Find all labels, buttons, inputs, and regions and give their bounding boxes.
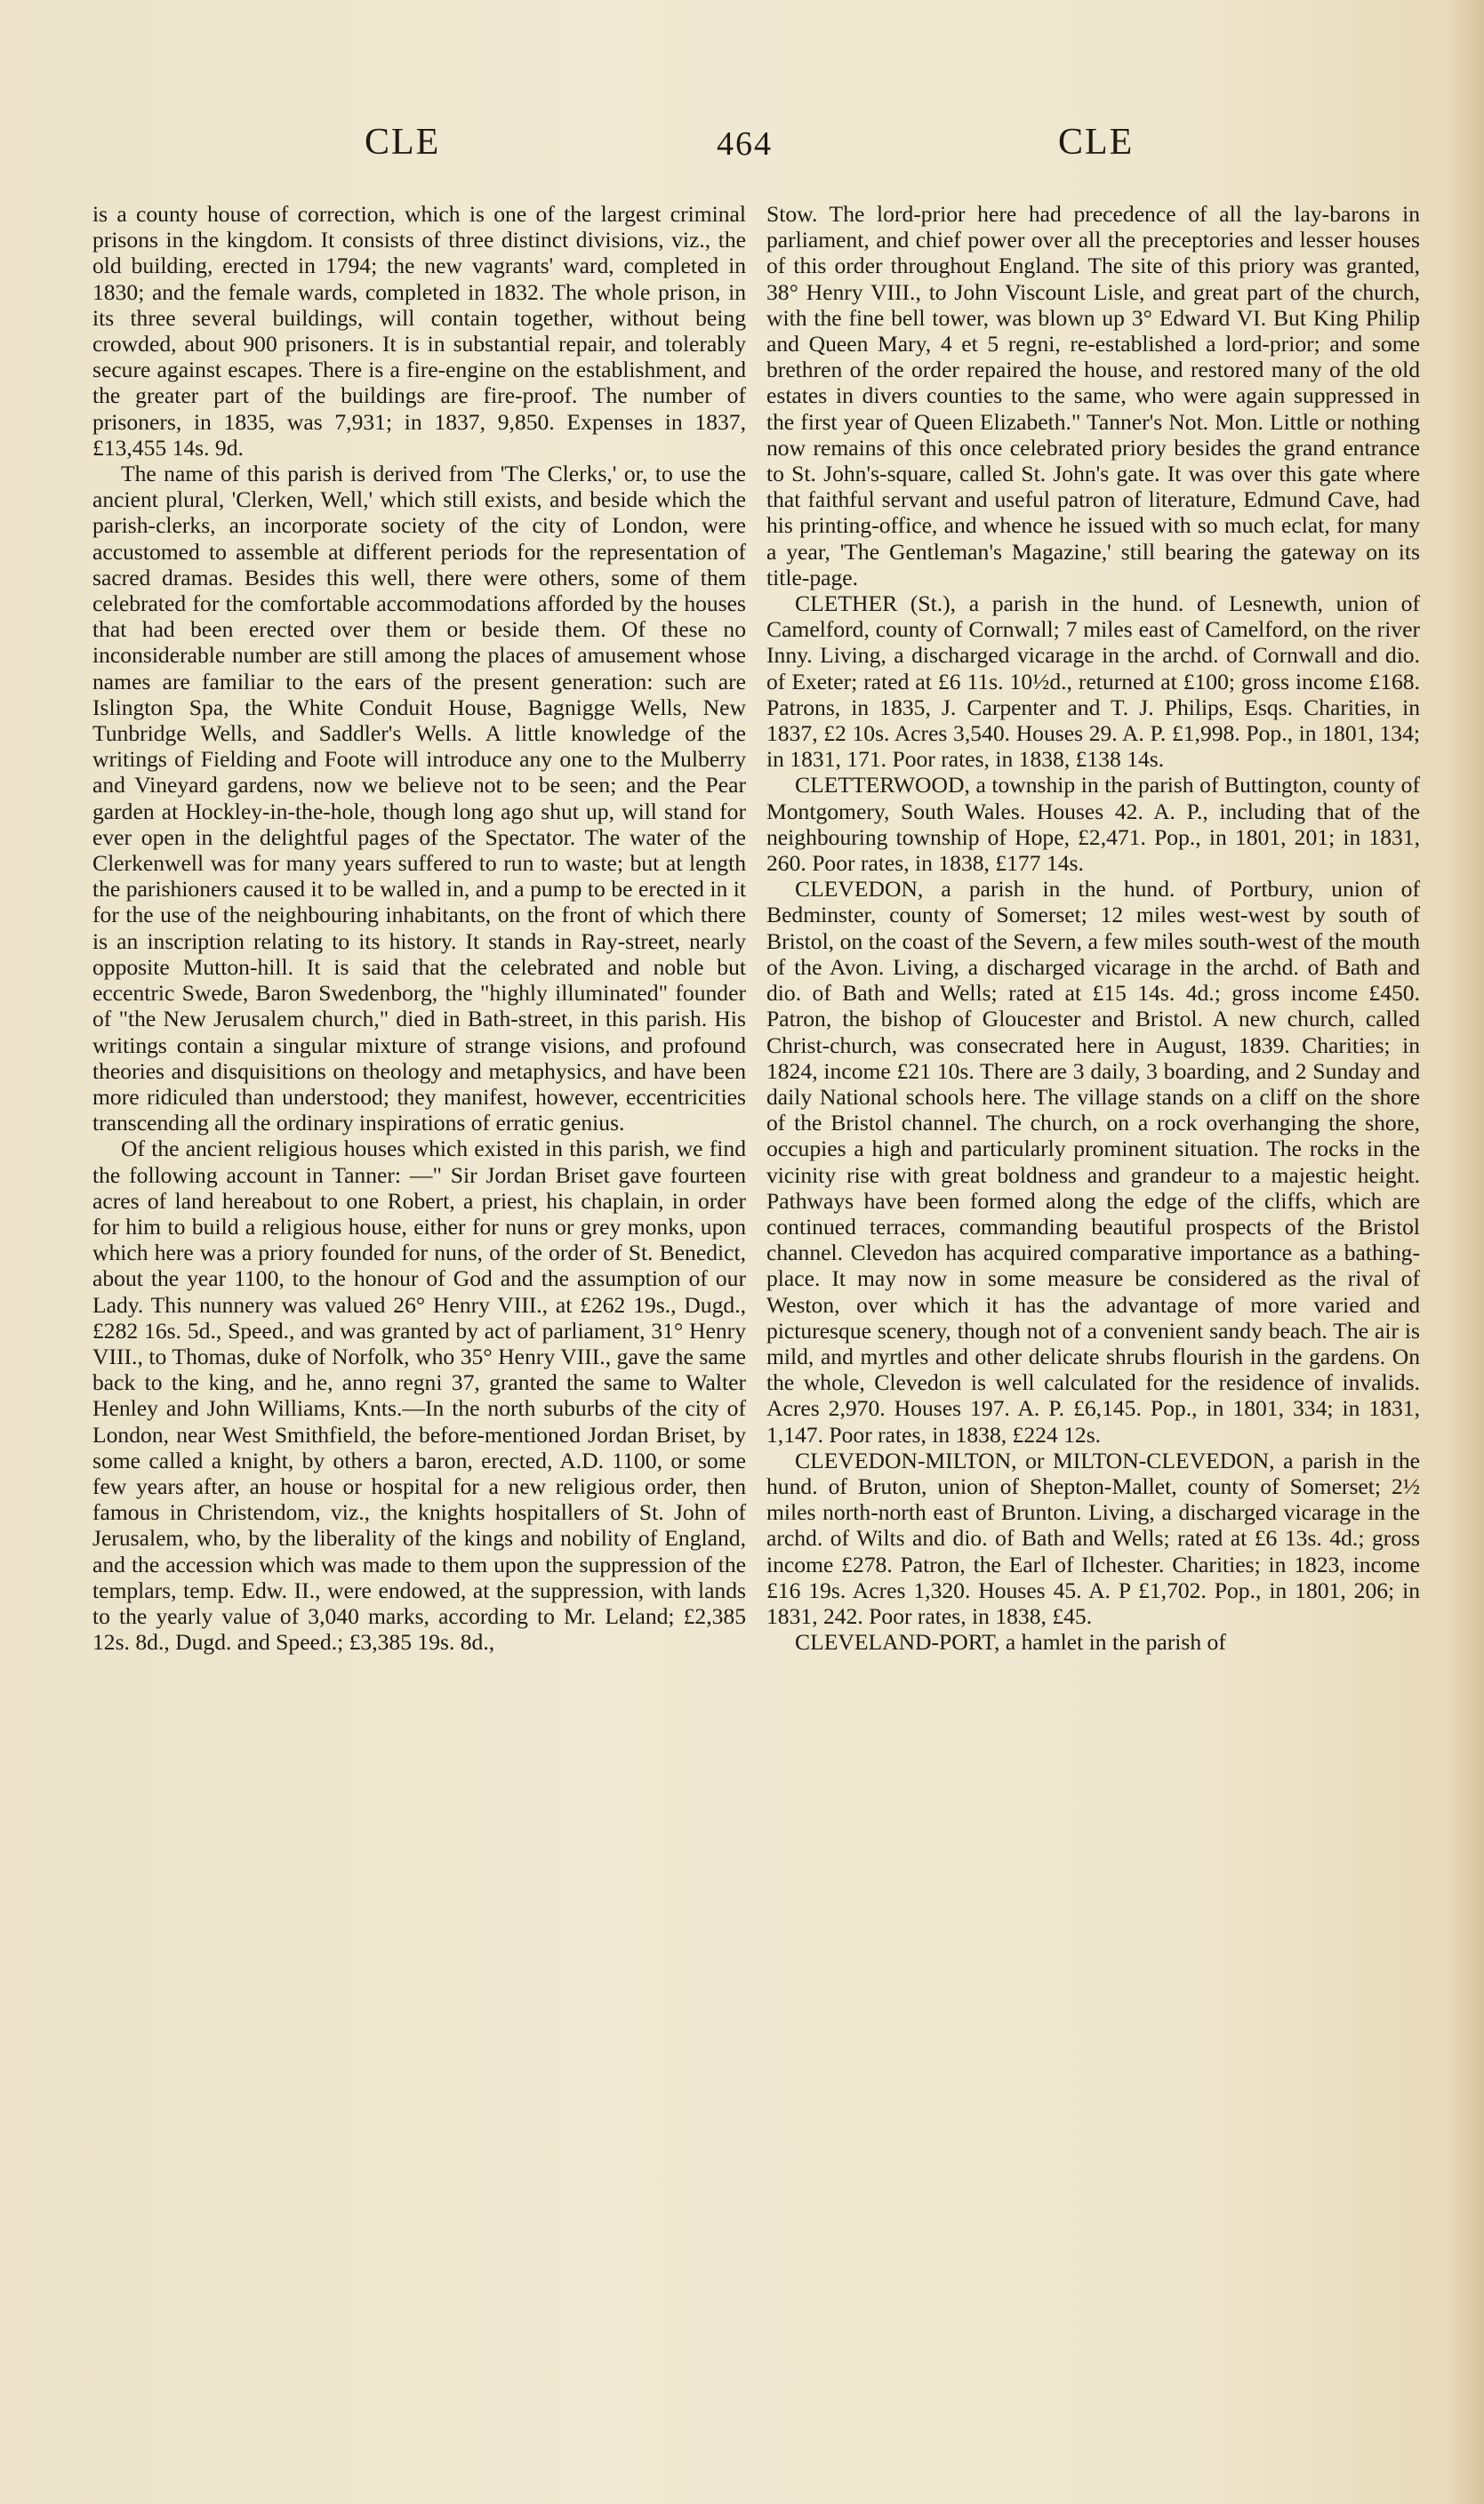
right-column — [766, 201, 1420, 1655]
entry-cletterwood: CLETTERWOOD, a township in the parish of Buttington, county of Montgomery, South Wales. Houses 42. A. P., including that of the neighbouring township of Hope, £2,471. Pop., in 1801, 201; in 1831, 260. Poor rates, in 1838, £177 14s. — [766, 772, 1420, 877]
entry-clether: CLETHER (St.), a parish in the hund. of Lesnewth, union of Camelford, county of Cornwall; 7 miles east of Camelford, on the river Inny. Living, a discharged vicarage in the archd. of Cornwall and dio. of Exeter; rated at £6 11s. 10½d., returned at £100; gross income £168. Patrons, in 1835, J. Carpenter and T. J. Philips, Esqs. Charities, in 1837, £2 10s. Acres 3,540. Houses 29. A. P. £1,998. Pop., in 1801, 134; in 1831, 171. Poor rates, in 1838, £138 14s. — [766, 590, 1420, 773]
running-header — [0, 121, 1484, 174]
paragraph-parish-name: The name of this parish is derived from 'The Clerks,' or, to use the ancient plural, 'Clerken, Well,' which still exists, and beside which the parish-clerks, an incorporate society of the city of London, were accustomed to assemble at different periods for the representation of sacred dramas. Besides this well, there were others, some of them celebrated for the comfortable accommodations afforded by the houses that had been erected over them or beside them. Of these no inconsiderable number are still among the places of amusement whose names are familiar to the ears of the present generation: such are Islington Spa, the White Conduit House, Bagnigge Wells, New Tunbridge Wells, and Saddler's Wells. A little knowledge of the writings of Fielding and Foote will introduce any one to the Mulberry and Vineyard gardens, now we believe not to be seen; and the Pear garden at Hockley-in-the-hole, though long ago shut up, will stand for ever open in the delightful pages of the Spectator. The water of the Clerkenwell was for many years suffered to run to waste; but at length the parishioners caused it to be walled in, and a pump to be erected in it for the use of the neighbouring inhabitants, on the front of which there is an inscription relating to its history. It stands in Ray-street, nearly opposite Mutton-hill. It is said that the celebrated and noble but eccentric Swede, Baron Swedenborg, the "highly illuminated" founder of "the New Jerusalem church," died in Bath-street, in this parish. His writings contain a singular mixture of strange visions, and profound theories and disquisitions on theology and metaphysics, and have been more ridiculed than understood; they manifest, however, eccentricities transcending all the ordinary inspirations of erratic genius. — [92, 461, 746, 1136]
header-right-guide-word: CLE — [1058, 122, 1135, 163]
entry-cleveland-port: CLEVELAND-PORT, a hamlet in the parish of — [795, 1629, 1226, 1656]
left-column — [92, 201, 746, 1655]
entry-clevedon: CLEVEDON, a parish in the hund. of Portbury, union of Bedminster, county of Somerset; 12 miles west-west by south of Bristol, on the coast of the Severn, a few miles south-west of the mouth of the Avon. Living, a discharged vicarage in the archd. of Bath and dio. of Bath and Wells; rated at £15 14s. 4d.; gross income £450. Patron, the bishop of Gloucester and Bristol. A new church, called Christ-church, was consecrated here in August, 1839. Charities; in 1824, income £21 10s. There are 3 daily, 3 boarding, and 2 Sunday and daily National schools here. The village stands on a cliff on the shore of the Bristol channel. The church, on a rock overhanging the shore, occupies a high and particularly prominent situation. The rocks in the vicinity rise with great boldness and grandeur to a majestic height. Pathways have been formed along the edge of the cliffs, which are continued terraces, commanding beautiful prospects of the Bristol channel. Clevedon has acquired comparative importance as a bathing-place. It may now in some measure be considered as the rival of Weston, over which it has the advantage of more varied and picturesque scenery, though not of a convenient sandy beach. The air is mild, and myrtles and other delicate shrubs flourish in the gardens. On the whole, Clevedon is well calculated for the residence of invalids. Acres 2,970. Houses 197. A. P. £6,145. Pop., in 1801, 334; in 1831, 1,147. Poor rates, in 1838, £224 12s. — [766, 876, 1420, 1448]
paragraph-priory-continued: Stow. The lord-prior here had precedence of all the lay-barons in parliament, and chief power over all the preceptories and lesser houses of this order throughout England. The site of this priory was granted, 38° Henry VIII., to John Viscount Lisle, and great part of the church, with the fine bell tower, was blown up 3° Edward VI. But King Philip and Queen Mary, 4 et 5 regni, re-established a lord-prior; and some brethren of the order repaired the house, and restored many of the old estates in divers counties to the same, who were again suppressed in the first year of Queen Elizabeth." Tanner's Not. Mon. Little or nothing now remains of this once celebrated priory besides the grand entrance to St. John's-square, called St. John's gate. It was over this gate where that faithful servant and useful patron of literature, Edmund Cave, had his printing-office, and whence he issued with so much eclat, for many a year, 'The Gentleman's Magazine,' still bearing the gateway on its title-page. — [766, 201, 1420, 590]
entry-clevedon-milton: CLEVEDON-MILTON, or MILTON-CLEVEDON, a parish in the hund. of Bruton, union of Shepton-Mallet, county of Somerset; 2½ miles north-north east of Brunton. Living, a discharged vicarage in the archd. of Wilts and dio. of Bath and Wells; rated at £6 13s. 4d.; gross income £278. Patron, the Earl of Ilchester. Charities; in 1823, income £16 19s. Acres 1,320. Houses 45. A. P £1,702. Pop., in 1801, 206; in 1831, 242. Poor rates, in 1838, £45. — [766, 1447, 1420, 1629]
page-edge-shadow — [1448, 0, 1484, 2504]
header-left-guide-word: CLE — [365, 122, 441, 163]
paragraph-religious-houses: Of the ancient religious houses which existed in this parish, we find the following account in Tanner: —" Sir Jordan Briset gave fourteen acres of land hereabout to one Robert, a priest, his chaplain, in order for him to build a religious house, either for nuns or grey monks, upon which here was a priory founded for nuns, of the order of St. Benedict, about the year 1100, to the honour of God and the assumption of our Lady. This nunnery was valued 26° Henry VIII., at £262 19s., Dugd., £282 16s. 5d., Speed., and was granted by act of parliament, 31° Henry VIII., to Thomas, duke of Norfolk, who 35° Henry VIII., gave the same back to the king, and he, anno regni 37, granted the same to Walter Henley and John Williams, Knts.—In the north suburbs of the city of London, near West Smithfield, the before-mentioned Jordan Briset, by some called a knight, by others a baron, erected, A.D. 1100, or some few years after, an house or hospital for a new religious order, then famous in Christendom, viz., the knights hospitallers of St. John of Jerusalem, who, by the liberality of the kings and nobility of England, and the accession which was made to them upon the suppression of the templars, temp. Edw. II., were endowed, at the suppression, with lands to the yearly value of 3,040 marks, according to Mr. Leland; £2,385 12s. 8d., Dugd. and Speed.; £3,385 19s. 8d., — [92, 1136, 746, 1656]
paragraph-prison-continued: is a county house of correction, which is one of the largest criminal prisons in the kingdom. It consists of three distinct divisions, viz., the old building, erected in 1794; the new vagrants' ward, completed in 1830; and the female wards, completed in 1832. The whole prison, in its three several buildings, will contain together, without being crowded, about 900 prisoners. It is in substantial repair, and tolerably secure against escapes. There is a fire-engine on the establishment, and the greater part of the buildings are fire-proof. The number of prisoners, in 1835, was 7,931; in 1837, 9,850. Expenses in 1837, £13,455 14s. 9d. — [92, 201, 746, 461]
page-number: 464 — [717, 125, 773, 163]
